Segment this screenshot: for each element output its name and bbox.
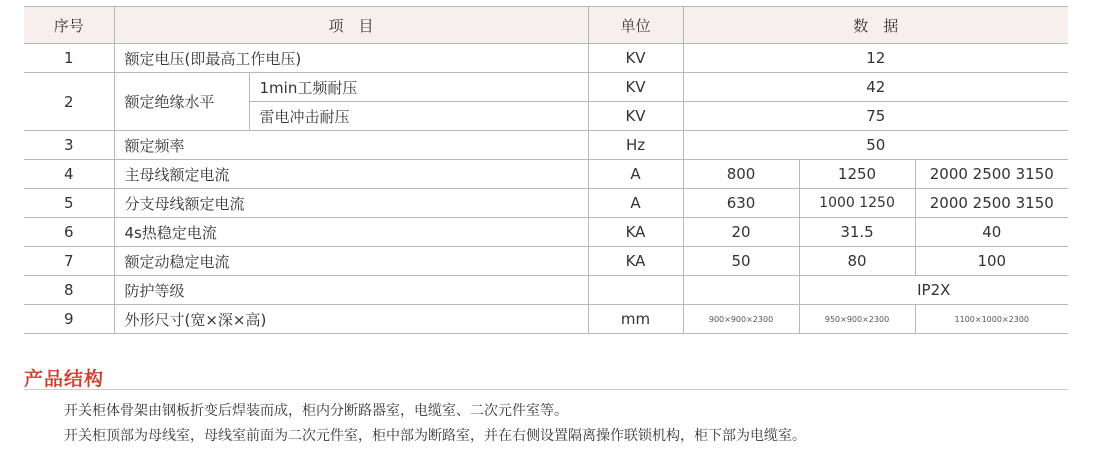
spec-table [24, 6, 1068, 334]
row-no: 3 [24, 131, 114, 160]
row-value: 42 [683, 73, 1068, 102]
row-value: 31.5 [799, 218, 915, 247]
row-unit: KA [588, 218, 683, 247]
row-value: 1000 1250 [799, 189, 915, 218]
table-row [24, 44, 1068, 73]
row-no: 5 [24, 189, 114, 218]
row-value: 40 [915, 218, 1068, 247]
section-paragraph: 开关柜顶部为母线室，母线室前面为二次元件室，柜中部为断路室，并在右侧设置隔离操作联锁机构，柜下部为电缆室。 [64, 428, 806, 444]
row-item: 主母线额定电流 [114, 160, 588, 189]
row-no: 6 [24, 218, 114, 247]
row-value: 900×900×2300 [683, 305, 799, 334]
table-row [24, 305, 1068, 334]
header-item: 项 目 [114, 7, 588, 44]
table-row [24, 247, 1068, 276]
row-value: 100 [915, 247, 1068, 276]
row-value: 50 [683, 247, 799, 276]
row-unit: Hz [588, 131, 683, 160]
row-unit [588, 276, 683, 305]
row-unit: KV [588, 73, 683, 102]
row-unit: mm [588, 305, 683, 334]
row-item: 防护等级 [114, 276, 588, 305]
row-item: 额定电压(即最高工作电压) [114, 44, 588, 73]
row-value: 1250 [799, 160, 915, 189]
row-value: IP2X [799, 276, 1068, 305]
row-item: 额定频率 [114, 131, 588, 160]
table-row [24, 218, 1068, 247]
table-header-row [24, 7, 1068, 44]
row-subitem: 雷电冲击耐压 [249, 102, 588, 131]
row-value: 800 [683, 160, 799, 189]
header-data: 数 据 [683, 7, 1068, 44]
row-no: 4 [24, 160, 114, 189]
section-divider [24, 389, 1068, 390]
row-value: 2000 2500 3150 [915, 160, 1068, 189]
row-value: 12 [683, 44, 1068, 73]
row-item: 外形尺寸(宽×深×高) [114, 305, 588, 334]
row-unit: KV [588, 44, 683, 73]
section-paragraph: 开关柜体骨架由钢板折变后焊装而成，柜内分断路器室，电缆室、二次元件室等。 [64, 403, 568, 419]
row-item: 额定绝缘水平 [114, 73, 249, 131]
row-no: 2 [24, 73, 114, 131]
row-value: 20 [683, 218, 799, 247]
row-unit: KA [588, 247, 683, 276]
row-item: 分支母线额定电流 [114, 189, 588, 218]
row-value-empty [683, 276, 799, 305]
row-value: 2000 2500 3150 [915, 189, 1068, 218]
table-row [24, 276, 1068, 305]
row-value: 50 [683, 131, 1068, 160]
row-no: 1 [24, 44, 114, 73]
table-row [24, 189, 1068, 218]
section-title: 产品结构 [24, 368, 105, 390]
table-row [24, 73, 1068, 102]
row-value: 1100×1000×2300 [915, 305, 1068, 334]
row-value: 75 [683, 102, 1068, 131]
table-row [24, 160, 1068, 189]
row-value: 630 [683, 189, 799, 218]
header-no: 序号 [24, 7, 114, 44]
row-value: 950×900×2300 [799, 305, 915, 334]
row-subitem: 1min工频耐压 [249, 73, 588, 102]
row-unit: KV [588, 102, 683, 131]
row-no: 8 [24, 276, 114, 305]
header-unit: 单位 [588, 7, 683, 44]
row-unit: A [588, 189, 683, 218]
row-value: 80 [799, 247, 915, 276]
row-unit: A [588, 160, 683, 189]
row-no: 7 [24, 247, 114, 276]
row-item: 额定动稳定电流 [114, 247, 588, 276]
row-item: 4s热稳定电流 [114, 218, 588, 247]
table-row [24, 131, 1068, 160]
row-no: 9 [24, 305, 114, 334]
